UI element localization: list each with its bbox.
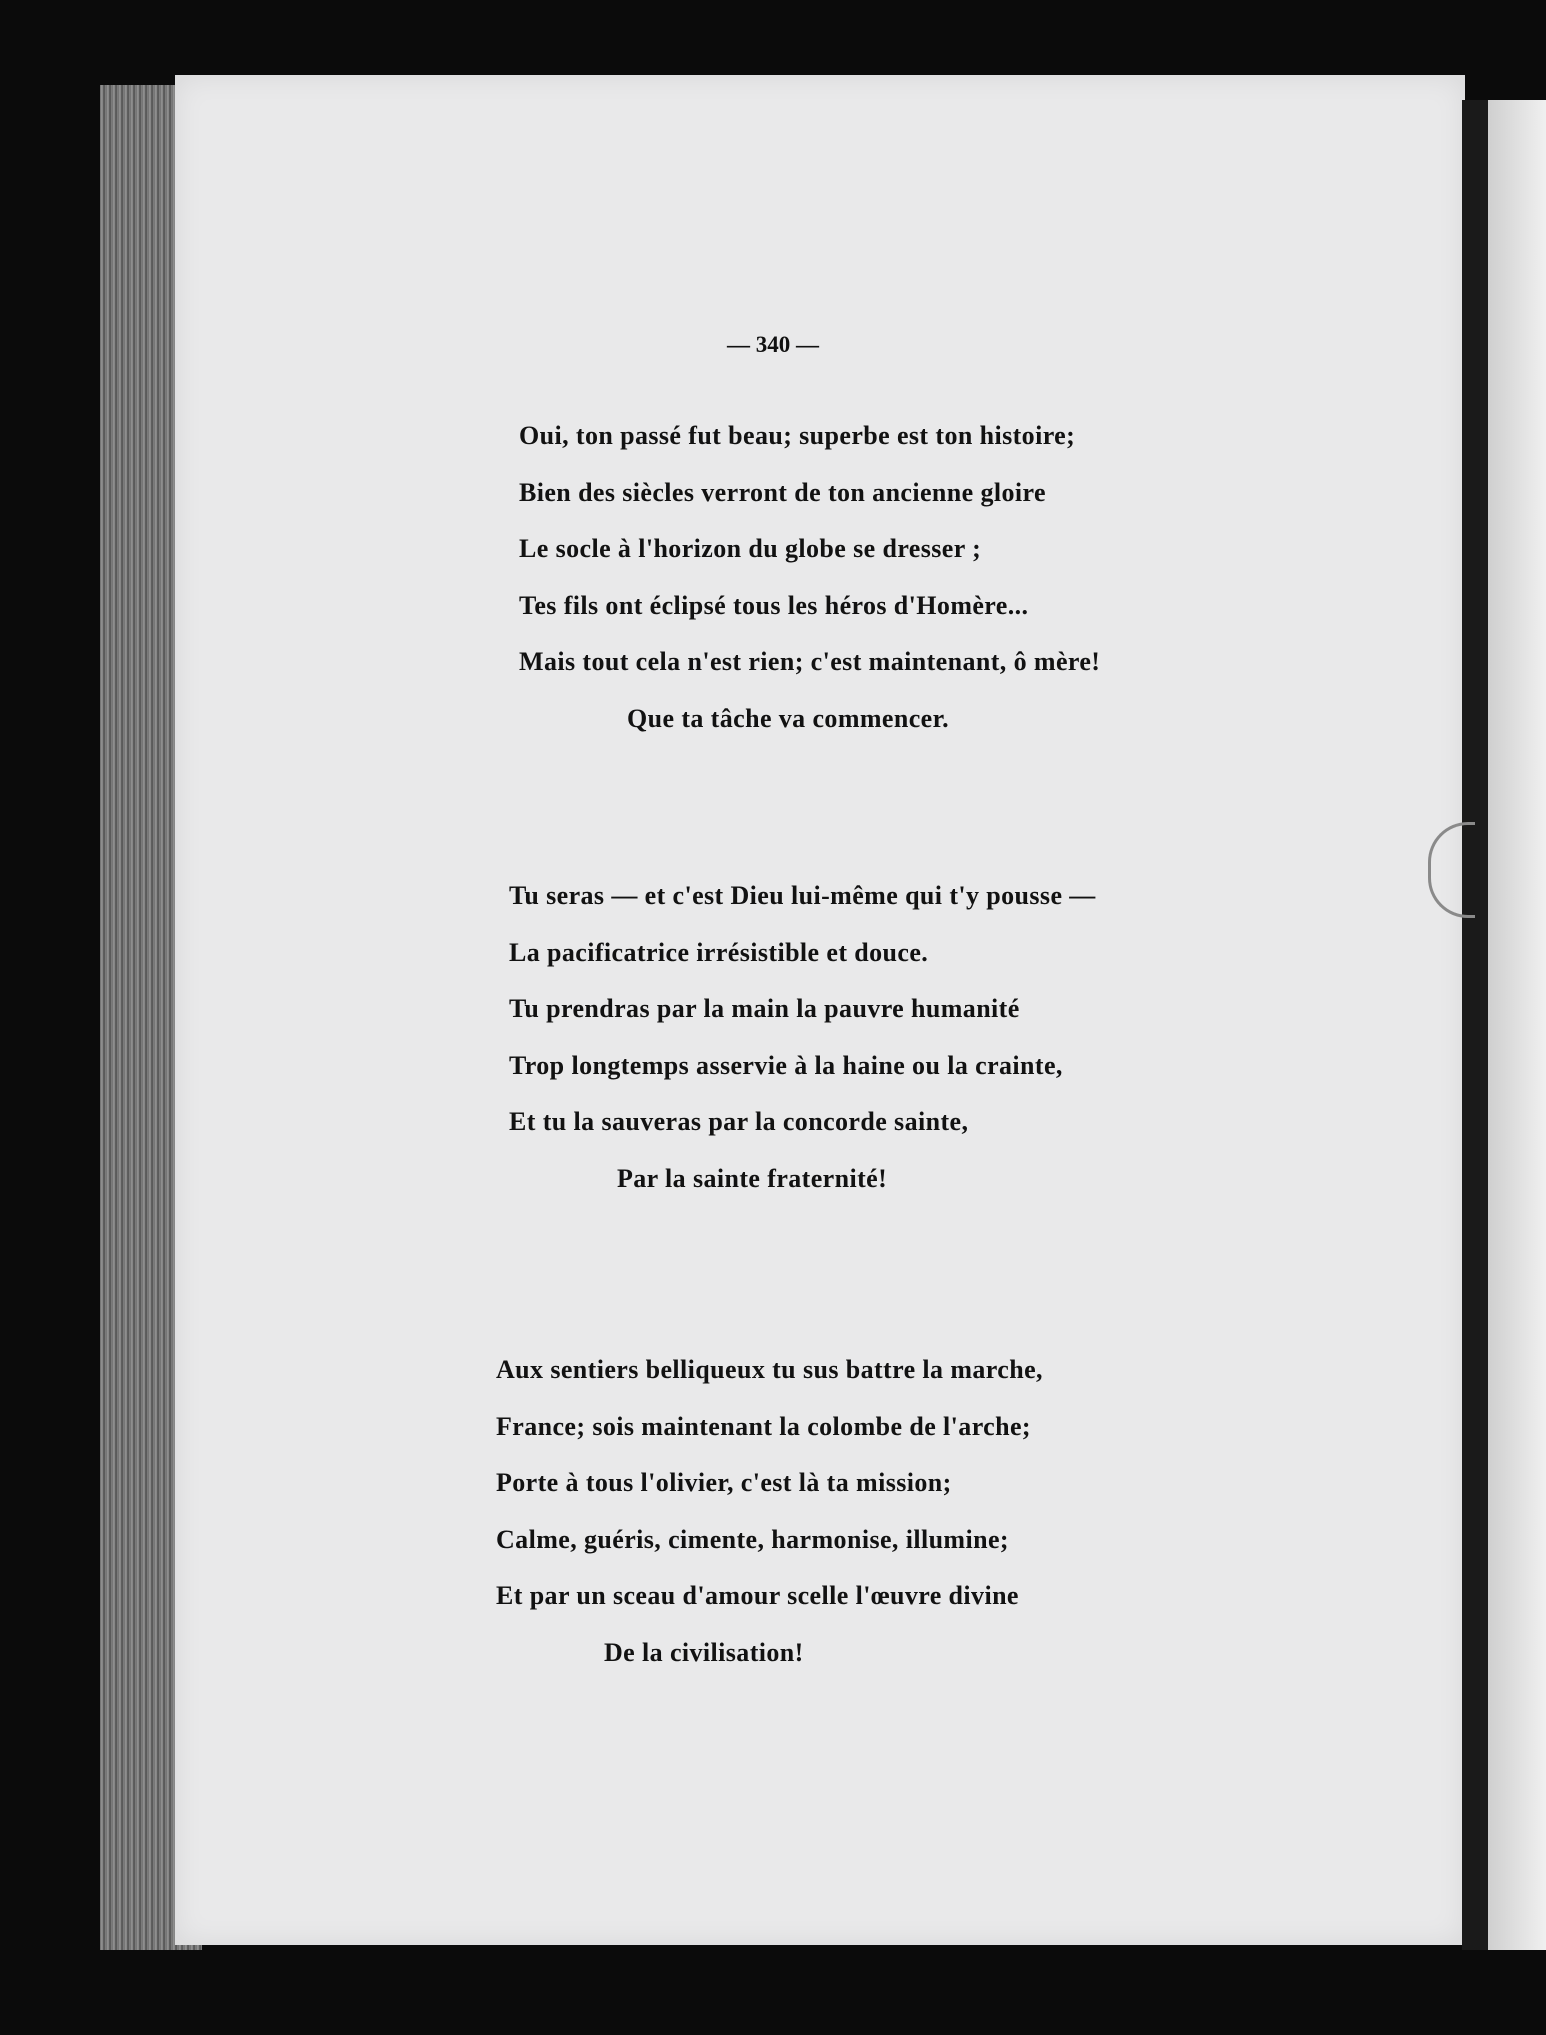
verse-line: Trop longtemps asservie à la haine ou la crainte,	[509, 1050, 1063, 1080]
stanza-1	[519, 408, 1100, 747]
stanza-3	[496, 1342, 1043, 1681]
book-edge-right-dark	[1462, 100, 1488, 1950]
verse-line: Et par un sceau d'amour scelle l'œuvre divine	[496, 1581, 1019, 1610]
verse-line: Bien des siècles verront de ton ancienne gloire	[519, 477, 1046, 507]
verse-line: La pacificatrice irrésistible et douce.	[509, 937, 929, 967]
verse-line: Et tu la sauveras par la concorde sainte,	[509, 1107, 969, 1136]
verse-line: Le socle à l'horizon du globe se dresser ;	[519, 534, 982, 563]
verse-line: France; sois maintenant la colombe de l'arche;	[496, 1411, 1031, 1441]
verse-line: Calme, guéris, cimente, harmonise, illumine;	[496, 1524, 1009, 1554]
verse-line: Tu prendras par la main la pauvre humanité	[509, 994, 1020, 1023]
page-number: — 340 —	[727, 332, 819, 357]
verse-line: Tes fils ont éclipsé tous les héros d'Homère...	[519, 590, 1029, 620]
verse-line: Mais tout cela n'est rien; c'est maintenant, ô mère!	[519, 647, 1101, 676]
verse-line: Porte à tous l'olivier, c'est là ta mission;	[496, 1468, 952, 1497]
verse-line-refrain: De la civilisation!	[604, 1637, 804, 1667]
verse-line: Aux sentiers belliqueux tu sus battre la marche,	[496, 1355, 1043, 1384]
verse-line: Tu seras — et c'est Dieu lui-même qui t'y pousse —	[509, 881, 1096, 910]
stanza-2	[509, 868, 1096, 1207]
verse-line-refrain: Par la sainte fraternité!	[617, 1163, 888, 1193]
verse-line-refrain: Que ta tâche va commencer.	[627, 703, 950, 733]
verse-line: Oui, ton passé fut beau; superbe est ton histoire;	[519, 421, 1076, 450]
book-edge-right	[1488, 100, 1546, 1950]
